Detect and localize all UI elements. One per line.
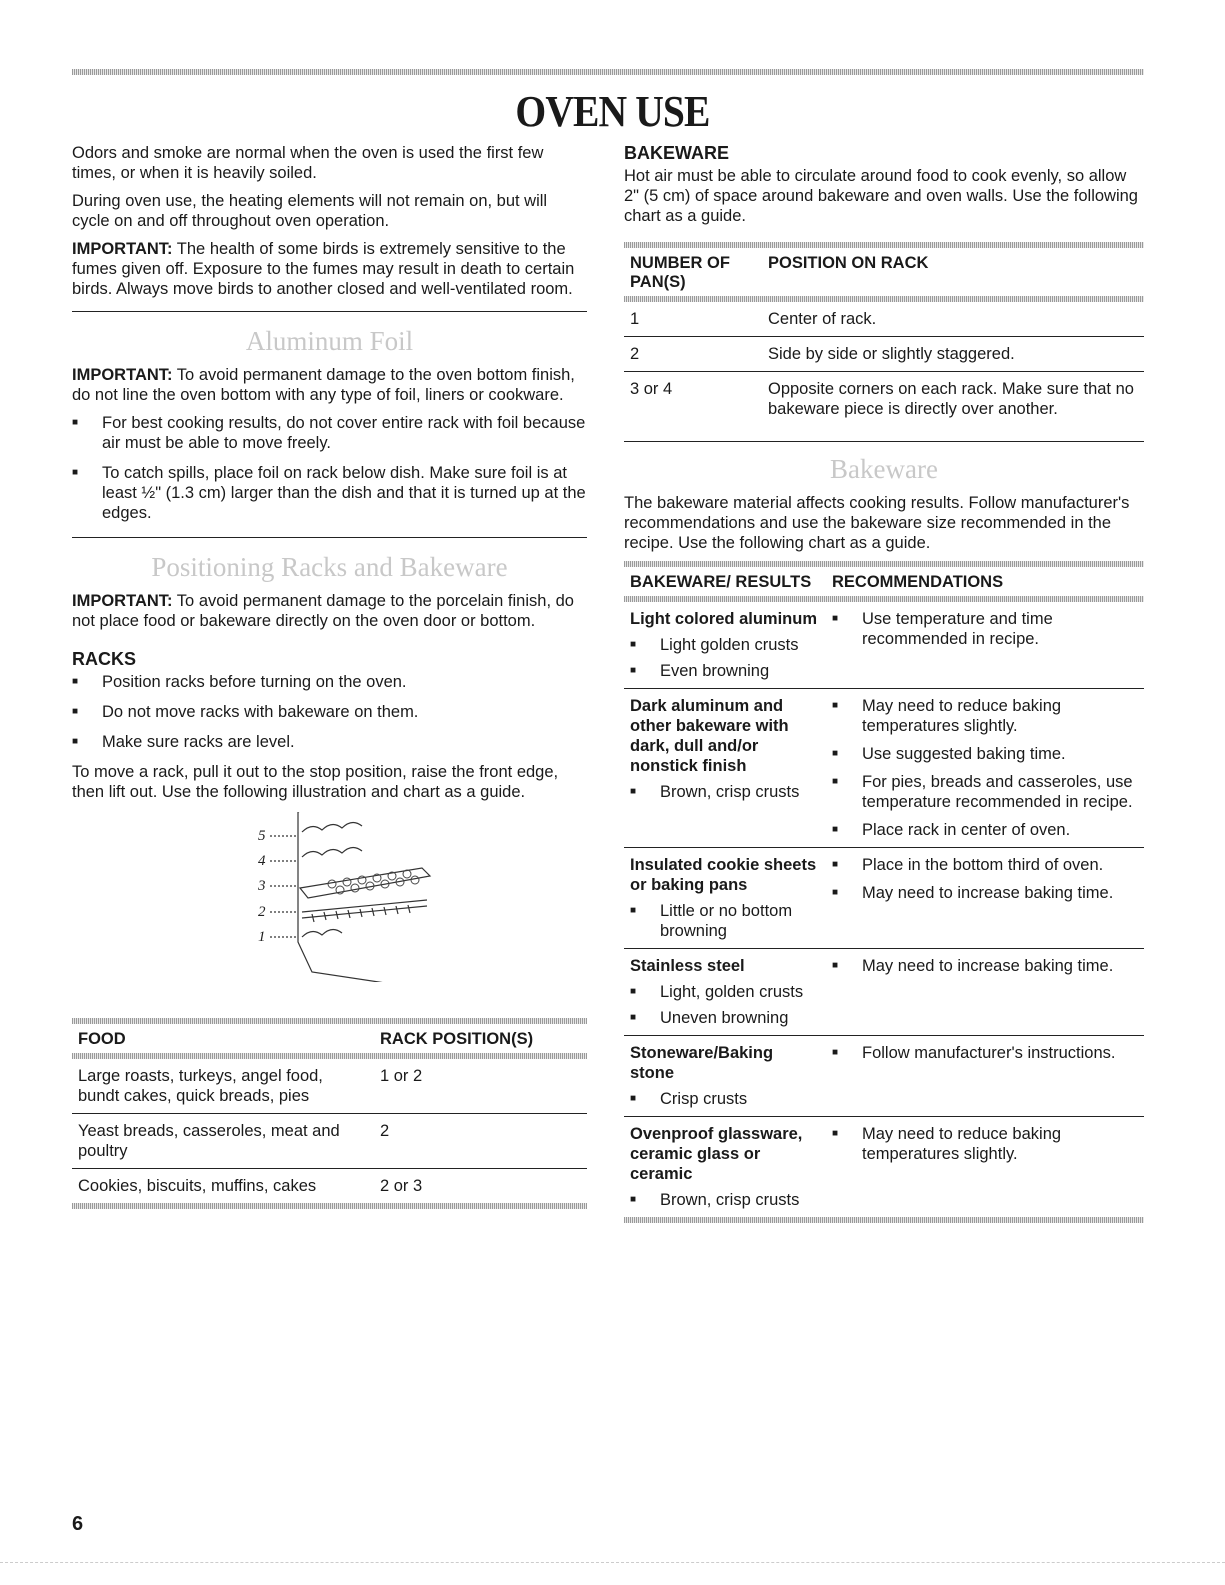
left-column — [72, 143, 587, 1209]
important-label: IMPORTANT: — [72, 592, 173, 610]
rack-instruction: To move a rack, pull it out to the stop position, raise the front edge, then lift out. Use the following illustration and chart as a guide. — [72, 763, 559, 801]
column-header: RECOMMENDATIONS — [832, 573, 1004, 591]
result-item — [630, 661, 820, 681]
bullet-icon: ■ — [72, 417, 79, 428]
list-item-text: Position racks before turning on the oven. — [102, 673, 407, 691]
table-cell: 2 — [374, 1114, 587, 1169]
bullet-icon: ■ — [832, 700, 839, 711]
result-item — [630, 1008, 820, 1028]
divider — [72, 537, 587, 538]
recommendation-item — [832, 820, 1138, 840]
bullet-icon: ■ — [630, 1012, 637, 1023]
intro-paragraph: Odors and smoke are normal when the oven is used the first few times, or when it is heavily soiled. — [72, 144, 544, 182]
table-cell: 1 — [630, 310, 640, 328]
recommendation-item — [832, 772, 1138, 812]
section-heading-positioning: Positioning Racks and Bakeware — [151, 552, 508, 582]
table-cell: 2 — [624, 337, 762, 372]
column-header: BAKEWARE/ RESULTS — [630, 573, 812, 591]
bullet-icon: ■ — [832, 960, 839, 971]
bakeware-cell — [624, 949, 826, 1036]
recommendation-text: May need to reduce baking temperatures slightly. — [862, 697, 1062, 735]
divider — [72, 311, 587, 312]
recommendation-item — [832, 855, 1138, 875]
bakeware-type: Ovenproof glassware, ceramic glass or ceramic — [630, 1125, 803, 1183]
bullet-icon: ■ — [832, 824, 839, 835]
table-row — [72, 1169, 587, 1204]
bakeware-type: Insulated cookie sheets or baking pans — [630, 856, 817, 894]
table-cell: 3 or 4 — [624, 372, 762, 442]
list-item-text: Do not move racks with bakeware on them. — [102, 703, 419, 721]
recommendation-text: For pies, breads and casseroles, use temperature recommended in recipe. — [862, 773, 1133, 811]
intro-paragraph: During oven use, the heating elements will not remain on, but will cycle on and off throughout oven operation. — [72, 192, 548, 230]
bullet-icon: ■ — [832, 1047, 839, 1058]
recommendation-item — [832, 1124, 1138, 1164]
pans-position-table — [624, 242, 1144, 442]
table-cell: 1 or 2 — [380, 1067, 423, 1085]
bakeware-heading: BAKEWARE — [624, 143, 730, 163]
table-row — [624, 337, 1144, 372]
recommendation-item — [832, 883, 1138, 903]
important-label: IMPORTANT: — [72, 366, 173, 384]
racks-heading: RACKS — [72, 649, 137, 669]
bullet-icon: ■ — [832, 776, 839, 787]
table-row — [624, 848, 1144, 949]
rack-label: 2 — [258, 904, 266, 920]
result-item — [630, 1089, 820, 1109]
result-item — [630, 1190, 820, 1210]
table-cell: Yeast breads, casseroles, meat and poultry — [72, 1114, 374, 1169]
list-item — [72, 463, 587, 523]
bullet-icon: ■ — [630, 786, 637, 797]
recommendation-cell — [826, 689, 1144, 848]
list-item — [72, 672, 587, 692]
recommendation-item — [832, 956, 1138, 976]
table-cell: Large roasts, turkeys, angel food, bundt cakes, quick breads, pies — [78, 1067, 323, 1105]
bullet-icon: ■ — [72, 736, 79, 747]
page-number: 6 — [72, 1513, 84, 1535]
result-text: Little or no bottom browning — [660, 902, 793, 940]
column-header: NUMBER OF PAN(S) — [630, 254, 730, 291]
bakeware-type: Light colored aluminum — [630, 610, 818, 628]
important-text: The health of some birds is extremely sensitive to the fumes given off. Exposure to the fumes may result in death to certain birds. Always move birds to another closed and well-ventilated room. — [72, 240, 575, 298]
table-row — [624, 1036, 1144, 1117]
list-item — [72, 732, 587, 752]
result-item — [630, 901, 820, 941]
recommendations-body — [624, 602, 1144, 1217]
bullet-icon: ■ — [72, 676, 79, 687]
positioning-important — [72, 591, 587, 631]
section-heading-foil: Aluminum Foil — [245, 326, 414, 356]
column-header: FOOD — [78, 1030, 126, 1048]
recommendation-text: May need to reduce baking temperatures slightly. — [862, 1125, 1062, 1163]
bakeware-paragraph: Hot air must be able to circulate around food to cook evenly, so allow 2" (5 cm) of space around bakeware and oven walls. Use the following chart as a guide. — [624, 167, 1138, 225]
birds-warning — [72, 239, 587, 299]
list-item — [72, 702, 587, 722]
bullet-icon: ■ — [630, 1093, 637, 1104]
table-cell: Side by side or slightly staggered. — [762, 337, 1144, 372]
result-item — [630, 782, 820, 802]
list-item — [72, 413, 587, 453]
oven-rack-illustration — [252, 812, 432, 982]
important-text: To avoid permanent damage to the porcelain finish, do not place food or bakeware directly on the oven door or bottom. — [72, 592, 574, 630]
bakeware-cell — [624, 1117, 826, 1218]
table-row — [624, 302, 1144, 337]
bakeware-type: Stoneware/Baking stone — [630, 1044, 774, 1082]
table-row — [72, 1114, 587, 1169]
bakeware-cell — [624, 1036, 826, 1117]
result-text: Light golden crusts — [660, 636, 799, 654]
table-row — [624, 689, 1144, 848]
result-item — [630, 982, 820, 1002]
recommendation-cell — [826, 602, 1144, 689]
result-text: Brown, crisp crusts — [660, 1191, 800, 1209]
result-text: Even browning — [660, 662, 770, 680]
table-row — [72, 1059, 587, 1114]
recommendation-text: Place in the bottom third of oven. — [862, 856, 1104, 874]
table-row — [624, 1117, 1144, 1218]
bullet-icon: ■ — [630, 1194, 637, 1205]
list-item-text: Make sure racks are level. — [102, 733, 295, 751]
page-title: OVEN USE — [515, 87, 710, 136]
recommendation-text: Use suggested baking time. — [862, 745, 1066, 763]
recommendation-text: May need to increase baking time. — [862, 957, 1114, 975]
rack-label: 1 — [258, 929, 266, 945]
bakeware-type: Stainless steel — [630, 957, 745, 975]
result-text: Crisp crusts — [660, 1090, 748, 1108]
recommendation-text: May need to increase baking time. — [862, 884, 1114, 902]
rack-label: 5 — [258, 828, 266, 844]
foil-important — [72, 365, 587, 405]
table-cell: Cookies, biscuits, muffins, cakes — [72, 1169, 374, 1204]
important-text: To avoid permanent damage to the oven bottom finish, do not line the oven bottom with any type of foil, liners or cookware. — [72, 366, 575, 404]
bakeware-cell — [624, 848, 826, 949]
bullet-icon: ■ — [630, 986, 637, 997]
recommendation-item — [832, 1043, 1138, 1063]
recommendation-item — [832, 696, 1138, 736]
important-label: IMPORTANT: — [72, 240, 173, 258]
bakeware-type: Dark aluminum and other bakeware with dark, dull and/or nonstick finish — [630, 697, 789, 775]
bullet-icon: ■ — [832, 1128, 839, 1139]
bakeware-material-paragraph: The bakeware material affects cooking results. Follow manufacturer's recommendations and use the bakeware size recommended in the recipe. Use the following chart as a guide. — [624, 494, 1130, 552]
recommendation-text: Use temperature and time recommended in recipe. — [862, 610, 1053, 648]
recommendation-cell — [826, 1036, 1144, 1117]
result-item — [630, 635, 820, 655]
table-row — [624, 372, 1144, 442]
table-row — [624, 949, 1144, 1036]
column-header: RACK POSITION(S) — [380, 1030, 534, 1048]
right-column — [624, 143, 1144, 1223]
recommendation-item — [832, 609, 1138, 649]
bullet-icon: ■ — [832, 613, 839, 624]
recommendation-cell — [826, 1117, 1144, 1218]
bullet-icon: ■ — [72, 706, 79, 717]
bullet-icon: ■ — [630, 665, 637, 676]
bullet-icon: ■ — [832, 859, 839, 870]
bottom-border — [0, 1562, 1225, 1564]
bullet-icon: ■ — [630, 639, 637, 650]
column-header: POSITION ON RACK — [768, 254, 929, 272]
top-rule — [72, 69, 1144, 75]
result-text: Uneven browning — [660, 1009, 789, 1027]
bullet-icon: ■ — [630, 905, 637, 916]
rack-label: 3 — [258, 878, 266, 894]
bakeware-cell — [624, 602, 826, 689]
list-item-text: For best cooking results, do not cover entire rack with foil because air must be able to move freely. — [102, 414, 586, 452]
bullet-icon: ■ — [72, 467, 79, 478]
result-text: Brown, crisp crusts — [660, 783, 800, 801]
bakeware-recommendations-table — [624, 561, 1144, 1223]
table-cell: Center of rack. — [768, 310, 877, 328]
bullet-icon: ■ — [832, 887, 839, 898]
table-row — [624, 602, 1144, 689]
recommendation-cell — [826, 949, 1144, 1036]
recommendation-item — [832, 744, 1138, 764]
result-text: Light, golden crusts — [660, 983, 804, 1001]
recommendation-cell — [826, 848, 1144, 949]
table-cell: Opposite corners on each rack. Make sure that no bakeware piece is directly over another. — [762, 372, 1144, 442]
food-rack-table — [72, 1018, 587, 1209]
table-cell: 2 or 3 — [374, 1169, 587, 1204]
rack-label: 4 — [258, 853, 266, 869]
section-heading-bakeware: Bakeware — [830, 454, 938, 484]
recommendation-text: Place rack in center of oven. — [862, 821, 1071, 839]
recommendation-text: Follow manufacturer's instructions. — [862, 1044, 1116, 1062]
bakeware-cell — [624, 689, 826, 848]
bullet-icon: ■ — [832, 748, 839, 759]
list-item-text: To catch spills, place foil on rack below dish. Make sure foil is at least ½" (1.3 cm) larger than the dish and that it is turned up at the edges. — [102, 464, 586, 522]
